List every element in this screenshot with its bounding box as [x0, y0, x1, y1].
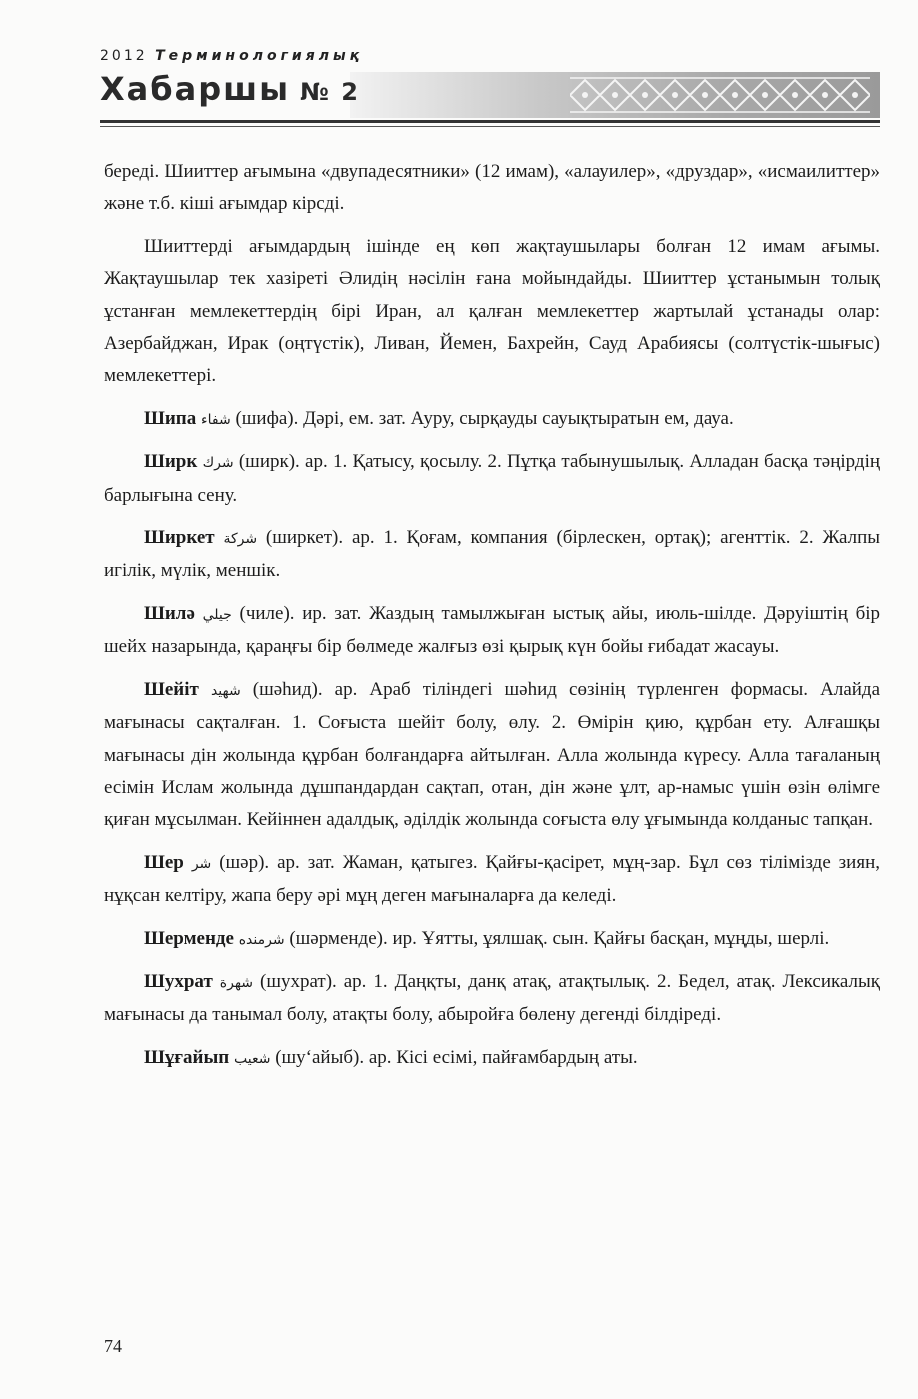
- entry-definition: (чиле). ир. зат. Жаздың тамылжыған ыстық айы, июль-шілде. Дәруіштің бір шейх назарында, қараңғы бір бөлмеде жалғыз өзі қырық күн бойы ғибадат жасауы.: [104, 602, 881, 658]
- entry-definition: (шәрменде). ир. Ұятты, ұялшақ. сын. Қайғы басқан, мұңды, шерлі.: [289, 927, 830, 949]
- entry-headword: Шухрат: [144, 970, 213, 992]
- dictionary-entry: [104, 522, 880, 588]
- entry-headword: Шипа: [144, 407, 197, 429]
- dictionary-entry: [104, 923, 880, 956]
- entry-arabic: جيلي: [202, 606, 232, 623]
- entry-definition: (ширкет). ар. 1. Қоғам, компания (бірлескен, ортақ); агенттік. 2. Жалпы игілік, мүлік, меншік.: [104, 527, 881, 582]
- paragraph: Шииттерді ағымдардың ішінде ең көп жақтаушылары болған 12 имам ағымы. Жақтаушылар тек хазіреті Әлидің нәсілін ғана мойындайды. Шииттер ұстанымын толық ұстанған мемлекеттердің бірі Иран, ал қалған мемлекеттер жартылай ұстанады олар: Азербайджан, Ирак (оңтүстік), Ливан, Йемен, Бахрейн, Сауд Арабиясы (солтүстік-шығыс) мемлекеттері.: [104, 235, 880, 387]
- entry-headword: Шейіт: [144, 678, 199, 700]
- dictionary-entry: [104, 1042, 880, 1075]
- entry-definition: (шәр). ар. зат. Жаман, қатыгез. Қайғы-қасірет, мұң-зар. Бұл сөз тілімізде зиян, нұқсан келтіру, жапа беру әрі мұң деген мағыналарға да келеді.: [104, 851, 881, 907]
- entry-arabic: شعيب: [233, 1050, 271, 1067]
- journal-name: Хабаршы: [100, 70, 291, 108]
- header-rule-thin: [100, 126, 880, 127]
- entry-arabic: شرمنده: [238, 931, 285, 948]
- entry-definition: (шухрат). ар. 1. Даңқты, данқ атақ, атақтылық. 2. Бедел, атақ. Лексикалық мағынасы да танымал болу, атақты болу, абыройға бөлену дегенді білдіреді.: [104, 970, 881, 1026]
- entry-arabic: شفاء: [201, 411, 231, 428]
- entry-headword: Шилә: [144, 602, 195, 624]
- journal-header: [100, 48, 880, 138]
- dictionary-entry: [104, 446, 880, 512]
- dictionary-entry: [104, 403, 880, 436]
- entry-arabic: شر: [191, 855, 212, 872]
- entry-headword: Шер: [144, 851, 184, 873]
- page-number: 74: [104, 1336, 122, 1356]
- header-subtitle: [100, 48, 363, 64]
- page-body: [104, 156, 880, 1085]
- dictionary-entry: [104, 674, 880, 837]
- entry-definition: (шу‘айыб). ар. Кісі есімі, пайғамбардың аты.: [275, 1046, 638, 1068]
- header-rule: [100, 120, 880, 123]
- entry-headword: Шұғайып: [144, 1046, 230, 1068]
- paragraph: береді. Шииттер ағымына «двупадесятники» (12 имам), «алауилер», «друздар», «исмаилиттер» және т.б. кіші ағымдар кірсді.: [104, 161, 880, 215]
- entry-headword: Ширкет: [144, 527, 215, 549]
- entry-headword: Шерменде: [144, 927, 234, 949]
- ornament-band: [350, 72, 880, 118]
- ornament-pattern-icon: [570, 74, 870, 116]
- entry-arabic: شرك: [202, 455, 234, 472]
- journal-title: [100, 70, 360, 108]
- entry-arabic: شهرة: [219, 974, 254, 991]
- entry-headword: Ширк: [144, 451, 198, 473]
- dictionary-entry: [104, 847, 880, 913]
- header-series: Терминологиялық: [155, 48, 364, 64]
- dictionary-entry: [104, 598, 880, 664]
- entry-arabic: شهيد: [210, 682, 241, 699]
- entry-definition: (ширк). ар. 1. Қатысу, қосылу. 2. Пұтқа табынушылық. Алладан басқа тәңірдің барлығына сену.: [104, 451, 881, 506]
- entry-definition: (шифа). Дәрі, ем. зат. Ауру, сырқауды сауықтыратын ем, дауа.: [235, 407, 734, 429]
- entry-definition: (шәһид). ар. Араб тіліндегі шәһид сөзінің түрленген формасы. Алайда мағынасы сақталған. 1. Соғыста шейіт болу, өлу. 2. Өмірін қию, құрбан ету. Алғашқы мағынасы дін жолында құрбан болғандарға айтылған. Алла жолында күресу. Алла тағаланың есімін Ислам жолында дұшпандардан сақтап, отан, дін және ұлт, ар-намыс үшін өзін өлімге қиған мұсылман. Кейіннен адалдық, әділдік жолында соғыста өлу ұғымында колданыс тапқан.: [104, 678, 881, 831]
- header-year: 2012: [100, 48, 148, 64]
- entry-arabic: شركة: [223, 531, 258, 548]
- dictionary-entry: [104, 966, 880, 1032]
- issue-number: № 2: [300, 78, 360, 106]
